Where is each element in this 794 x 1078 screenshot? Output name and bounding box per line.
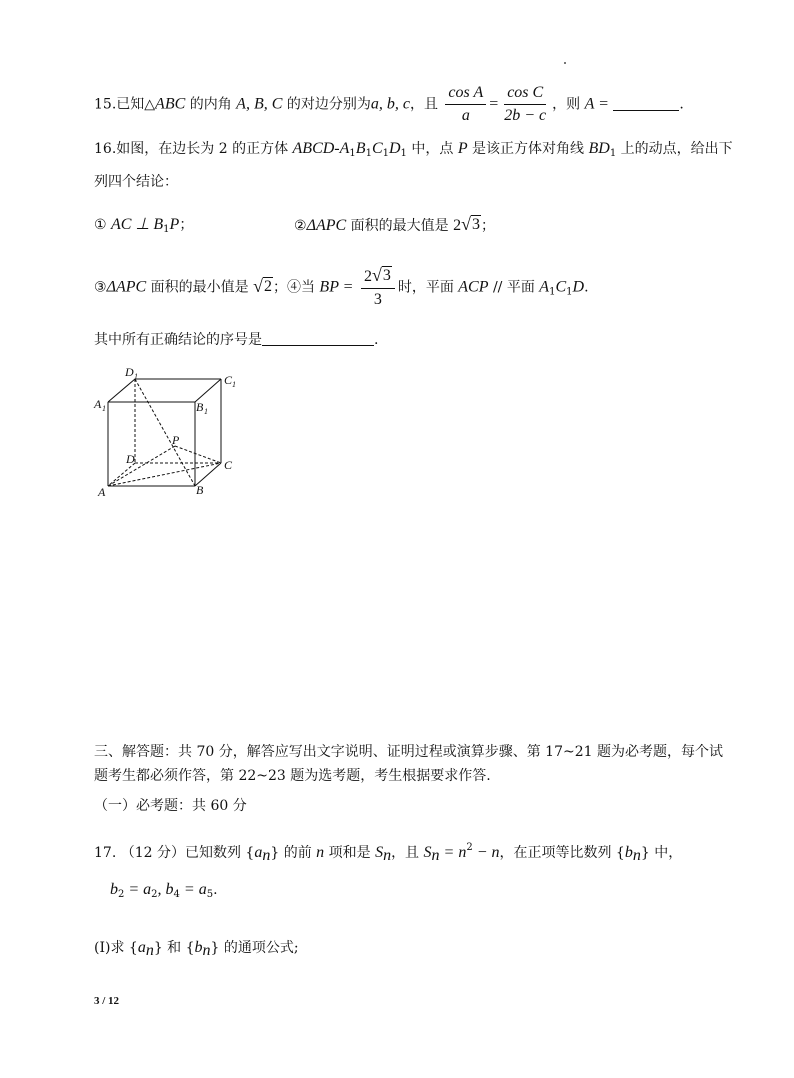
label-P: P [172, 433, 180, 447]
svg-text:1: 1 [232, 380, 236, 389]
answer-blank-16[interactable] [262, 331, 374, 346]
sqrt-2: √ 2 [253, 275, 272, 296]
fraction-2sqrt3-over-3: 2 √ 3 3 [361, 266, 395, 309]
page-number: 3 / 12 [94, 995, 120, 1007]
svg-text:1: 1 [134, 372, 138, 381]
question-17-line-1: 17. （12 分）已知数列 $\{a_n\}$ 的前 n 项和是 $S_n$，且 $S_n = n^2 - n$，在正项等比数列 $\{b_n\}$ 中， [94, 842, 683, 864]
question-16-line-1: 16.如图，在边长为 2 的正方体 ABCD-$A_1B_1C_1D_1$ 中，点 P 是该正方体对角线 $BD_1$ 上的动点，给出下 [94, 140, 733, 159]
section-3-intro-1: 三、解答题：共 70 分，解答应写出文字说明、证明过程或演算步骤、第 17~21 题为必考题，每个试 [94, 744, 723, 760]
section-3-subheading: （一）必考题：共 60 分 [94, 798, 247, 814]
label-A1: A [94, 397, 102, 411]
label-D: D [126, 452, 135, 466]
conclusion-2: ②ΔAPC 面积的最大值是 2 √ 3 ； [294, 214, 495, 234]
label-C1: C [224, 373, 233, 387]
svg-text:1: 1 [204, 407, 208, 416]
answer-blank[interactable] [613, 96, 679, 111]
question-17-part-1: (I)求 $\{a_n\}$ 和 $\{b_n\}$ 的通项公式; [94, 939, 299, 959]
label-B: B [196, 483, 204, 497]
fraction-cosC-over-2b-c: $\frac{\text{cos C}}{2b - c}$ [504, 84, 547, 124]
sqrt-3: √ 3 [461, 214, 480, 234]
conclusion-3-4: ③ΔAPC 面积的最小值是 √ 2 ；④当 BP = 2 √ 3 3 时，平面 ACP // 平面 $A_1C_1D$. [94, 265, 589, 308]
question-16-ask: 其中所有正确结论的序号是 . [94, 332, 379, 348]
label-C: C [224, 458, 233, 472]
conclusion-1: ① AC ⊥ $B_1P$； [94, 216, 194, 235]
label-B1: B [196, 400, 204, 414]
question-16-line-2: 列四个结论： [94, 174, 178, 190]
label-A: A [98, 485, 106, 499]
svg-text:1: 1 [102, 404, 106, 413]
speck [564, 62, 566, 64]
label-D1: D [125, 365, 134, 379]
question-17-line-2: $b_2 = a_2$, $b_4 = a_5$. [110, 881, 218, 900]
section-3-intro-2: 题考生都必须作答，第 22~23 题为选考题，考生根据要求作答. [94, 768, 491, 784]
fraction-cosA-over-a: $\frac{\text{cos A}}{a}$ [445, 84, 486, 125]
cube-figure [90, 362, 250, 502]
question-15: 15.已知△ABC 的内角 A, B, C 的对边分别为a, b, c，且 $\frac{\text{cos A}}{a}$ = $\frac{\text{cos C}}{2b - c}$ ，则 A = . [94, 84, 684, 124]
